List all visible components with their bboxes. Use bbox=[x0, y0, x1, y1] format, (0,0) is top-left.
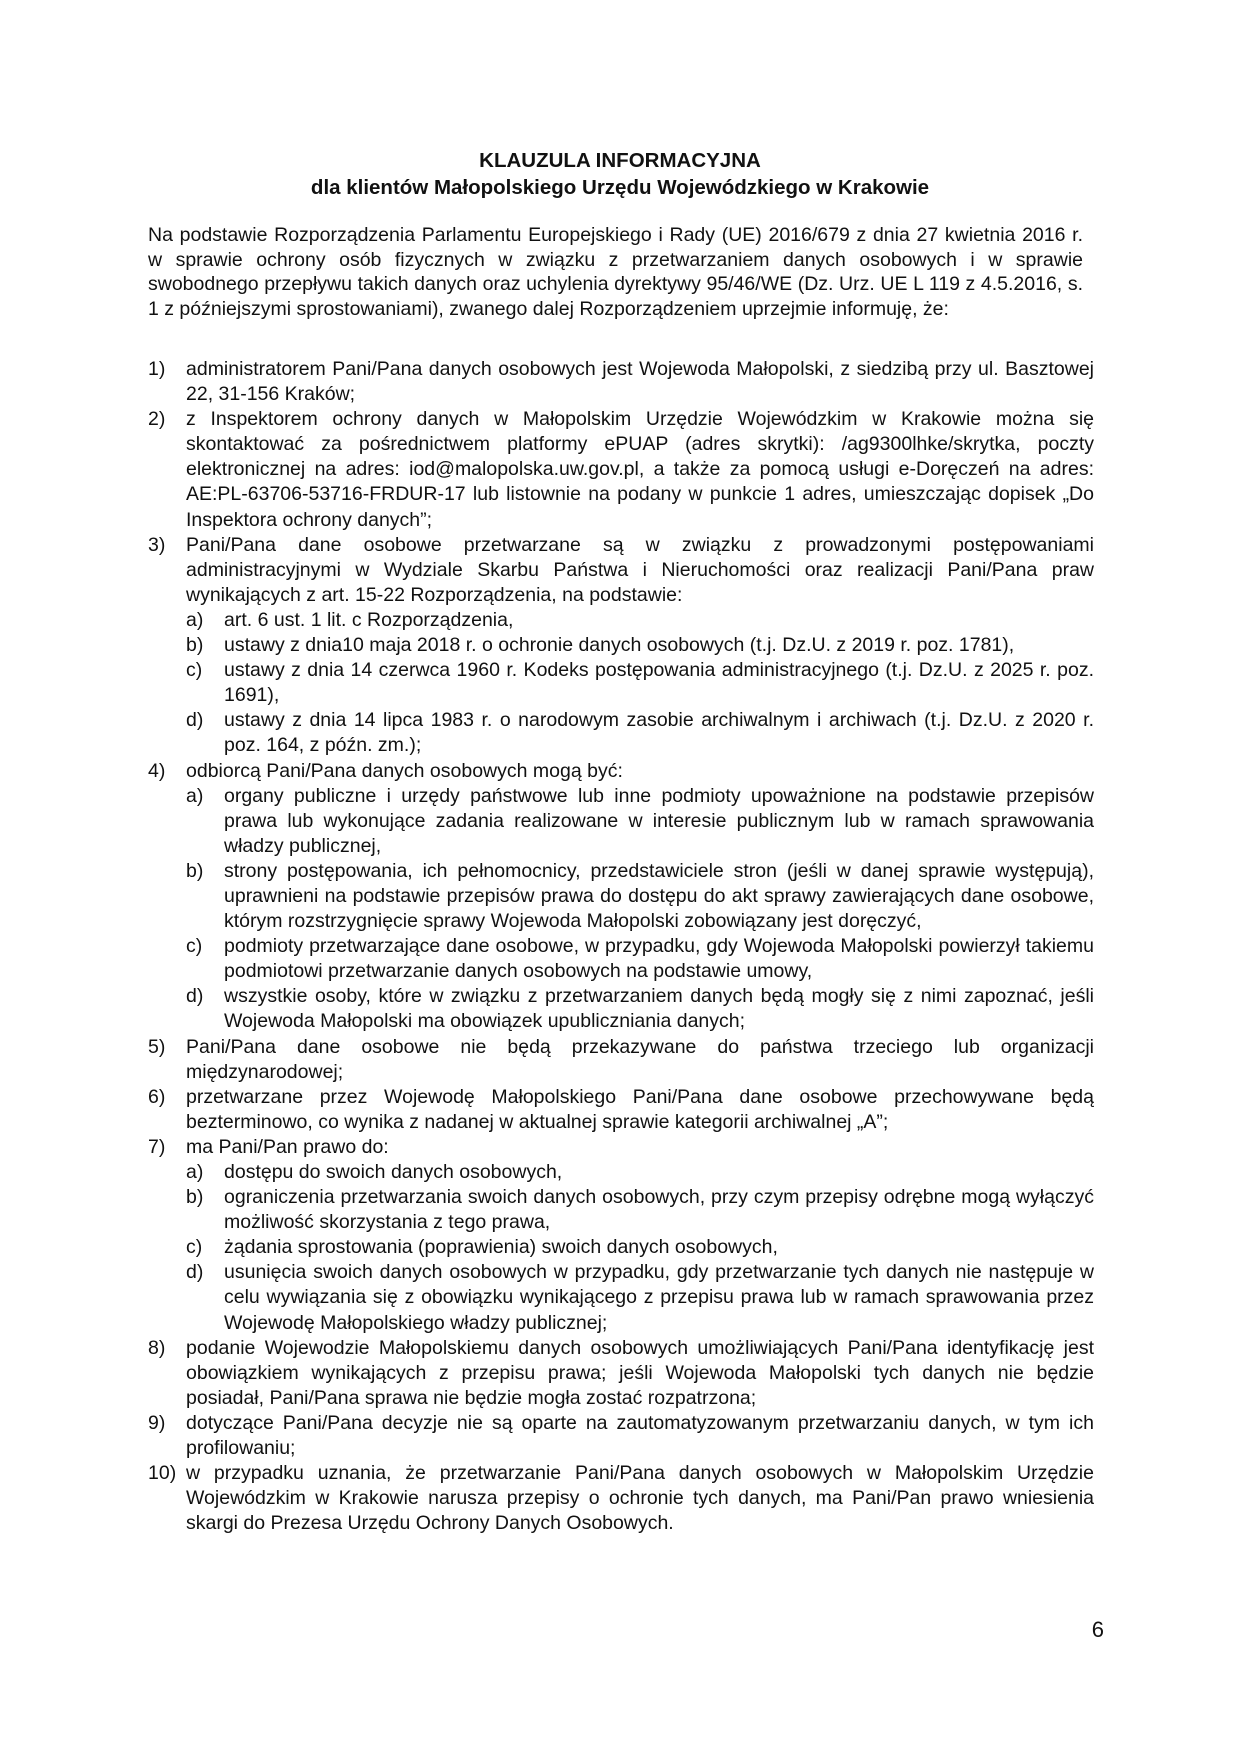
sub-item-text: wszystkie osoby, które w związku z przetwarzaniem danych będą mogły się z nimi zapoznać, jeśli Wojewoda Małopolski ma obowiązek upubliczniania danych; bbox=[224, 985, 1094, 1033]
list-item-body bbox=[186, 1085, 1094, 1135]
sub-item-letter: c) bbox=[186, 659, 203, 682]
list-item bbox=[148, 533, 1094, 759]
sub-list-item bbox=[186, 1260, 1094, 1335]
sub-list-item bbox=[186, 859, 1094, 934]
list-item-number: 6) bbox=[148, 1085, 166, 1108]
sub-item-text: ustawy z dnia10 maja 2018 r. o ochronie danych osobowych (t.j. Dz.U. z 2019 r. poz. 1781), bbox=[224, 634, 1015, 657]
sub-item-letter: d) bbox=[186, 1261, 204, 1284]
list-item-number: 2) bbox=[148, 408, 166, 431]
list-item-text: przetwarzane przez Wojewodę Małopolskiego Pani/Pana dane osobowe przechowywane będą bezterminowo, co wynika z nadanej w aktualnej sprawie kategorii archiwalnej „A”; bbox=[186, 1085, 1094, 1133]
sub-list-item bbox=[186, 658, 1094, 708]
sub-list-item bbox=[186, 708, 1094, 758]
sub-item-text: żądania sprostowania (poprawienia) swoich danych osobowych, bbox=[224, 1236, 778, 1259]
list-item bbox=[148, 1135, 1094, 1336]
sub-item-letter: a) bbox=[186, 1161, 204, 1183]
list-item-text: w przypadku uznania, że przetwarzanie Pani/Pana danych osobowych w Małopolskim Urzędzie Wojewódzkim w Krakowie narusza przepisy o ochronie tych danych, ma Pani/Pan prawo wniesienia skargi do Prezesa Urzędu Ochrony Danych Osobowych. bbox=[186, 1462, 1094, 1535]
sub-item-text: ograniczenia przetwarzania swoich danych osobowych, przy czym przepisy odrębne mogą wyłączyć możliwość skorzystania z tego prawa, bbox=[224, 1186, 1094, 1234]
sub-list bbox=[186, 1160, 1094, 1336]
sub-item-letter: c) bbox=[186, 935, 203, 958]
list-item-number: 7) bbox=[148, 1135, 166, 1158]
list-item-body bbox=[186, 1035, 1094, 1085]
list-item bbox=[148, 1085, 1094, 1135]
sub-item-letter: c) bbox=[186, 1236, 203, 1259]
sub-list-item bbox=[186, 934, 1094, 984]
sub-item-text: strony postępowania, ich pełnomocnicy, przedstawiciele stron (jeśli w danej sprawie występują), uprawnieni na podstawie przepisów prawa do dostępu do akt sprawy zawierających dane osobowe, którym rozstrzygnięcie sprawy Wojewoda Małopolski zobowiązany jest doręczyć, bbox=[224, 859, 1094, 933]
list-item bbox=[148, 759, 1094, 1035]
list-item-body bbox=[186, 1461, 1094, 1536]
sub-item-letter: a) bbox=[186, 608, 204, 631]
sub-item-text: organy publiczne i urzędy państwowe lub inne podmioty upoważnione na podstawie przepisów prawa lub wykonujące zadania realizowane w interesie publicznym lub w ramach sprawowania władzy publicznej, bbox=[224, 784, 1094, 857]
list-item-text: podanie Wojewodzie Małopolskiemu danych osobowych umożliwiających Pani/Pana identyfikację jest obowiązkiem wynikających z przepisu prawa; jeśli Wojewoda Małopolski tych danych nie będzie posiadał, Pani/Pana sprawa nie będzie mogła zostać rozpatrzona; bbox=[186, 1336, 1094, 1409]
list-item-number: 1) bbox=[148, 358, 166, 380]
sub-list-item bbox=[186, 984, 1094, 1034]
list-item-body bbox=[186, 1336, 1094, 1411]
sub-item-text: usunięcia swoich danych osobowych w przypadku, gdy przetwarzanie tych danych nie następuje w celu wywiązania się z obowiązku wynikającego z przepisu prawa lub w ramach sprawowania przez Wojewodę Małopolskiego władzy publicznej; bbox=[224, 1261, 1094, 1334]
sub-list bbox=[186, 608, 1094, 759]
sub-list-item bbox=[186, 1160, 1094, 1185]
sub-item-letter: b) bbox=[186, 634, 204, 657]
sub-list-item bbox=[186, 633, 1094, 658]
list-item-body bbox=[186, 1411, 1094, 1461]
sub-list bbox=[186, 784, 1094, 1035]
information-list bbox=[148, 357, 1094, 1536]
list-item bbox=[148, 357, 1094, 407]
page-number: 6 bbox=[1091, 1617, 1104, 1642]
sub-item-text: dostępu do swoich danych osobowych, bbox=[224, 1161, 563, 1183]
list-item-number: 4) bbox=[148, 759, 166, 782]
list-item-number: 5) bbox=[148, 1035, 166, 1058]
sub-list-item bbox=[186, 784, 1094, 859]
list-item-number: 9) bbox=[148, 1411, 166, 1434]
list-item-text: dotyczące Pani/Pana decyzje nie są oparte na zautomatyzowanym przetwarzaniu danych, w tym ich profilowaniu; bbox=[186, 1411, 1094, 1460]
sub-list-item bbox=[186, 1185, 1094, 1235]
list-item-text: odbiorcą Pani/Pana danych osobowych mogą być: bbox=[186, 759, 623, 782]
sub-item-text: ustawy z dnia 14 lipca 1983 r. o narodowym zasobie archiwalnym i archiwach (t.j. Dz.U. z 2020 r. poz. 164, z późn. zm.); bbox=[224, 709, 1094, 757]
list-item bbox=[148, 407, 1094, 532]
list-item-body bbox=[186, 407, 1094, 532]
list-item-number: 3) bbox=[148, 533, 166, 556]
list-item-text: ma Pani/Pan prawo do: bbox=[186, 1135, 389, 1158]
intro-paragraph: Na podstawie Rozporządzenia Parlamentu Europejskiego i Rady (UE) 2016/679 z dnia 27 kwietnia 2016 r. w sprawie ochrony osób fizycznych w związku z przetwarzaniem danych osobowych i w sprawie swobodnego przepływu takich danych oraz uchylenia dyrektywy 95/46/WE (Dz. Urz. UE L 119 z 4.5.2016, s. 1 z późniejszymi sprostowaniami), zwanego dalej Rozporządzeniem uprzejmie informuję, że: bbox=[148, 224, 1083, 321]
sub-item-letter: a) bbox=[186, 784, 204, 807]
sub-item-letter: d) bbox=[186, 985, 204, 1008]
list-item-text: z Inspektorem ochrony danych w Małopolskim Urzędzie Wojewódzkim w Krakowie można się skontaktować za pośrednictwem platformy ePUAP (adres skrytki): /ag9300lhke/skrytka, poczty elektronicznej na adres: iod@malopolska.uw.gov.pl, a także za pomocą usługi e-Doręczeń na adres: AE:PL-63706-53716-FRDUR-17 lub listownie na podany w punkcie 1 adres, umieszczając dopisek „Do Inspektora ochrony danych”; bbox=[186, 408, 1094, 531]
list-item-number: 10) bbox=[148, 1462, 177, 1485]
list-item-text: Pani/Pana dane osobowe przetwarzane są w związku z prowadzonymi postępowaniami administracyjnymi w Wydziale Skarbu Państwa i Nieruchomości oraz realizacji Pani/Pana praw wynikających z art. 15-22 Rozporządzenia, na podstawie: bbox=[186, 533, 1094, 606]
list-item-body bbox=[186, 533, 1094, 759]
document-title: KLAUZULA INFORMACYJNA bbox=[479, 149, 761, 172]
list-item bbox=[148, 1035, 1094, 1085]
sub-item-text: podmioty przetwarzające dane osobowe, w przypadku, gdy Wojewoda Małopolski powierzył takiemu podmiotowi przetwarzanie danych osobowych na podstawie umowy, bbox=[224, 935, 1094, 983]
sub-item-letter: b) bbox=[186, 1186, 204, 1209]
sub-list-item bbox=[186, 1235, 1094, 1260]
list-item-text: administratorem Pani/Pana danych osobowych jest Wojewoda Małopolski, z siedzibą przy ul. Basztowej 22, 31-156 Kraków; bbox=[186, 358, 1094, 406]
list-item-body bbox=[186, 357, 1094, 407]
document-subtitle: dla klientów Małopolskiego Urzędu Wojewódzkiego w Krakowie bbox=[310, 176, 930, 199]
list-item bbox=[148, 1336, 1094, 1411]
sub-item-letter: b) bbox=[186, 859, 204, 882]
list-item bbox=[148, 1461, 1094, 1536]
list-item-text: Pani/Pana dane osobowe nie będą przekazywane do państwa trzeciego lub organizacji międzynarodowej; bbox=[186, 1035, 1094, 1083]
sub-item-letter: d) bbox=[186, 709, 204, 732]
sub-list-item bbox=[186, 608, 1094, 633]
list-item-number: 8) bbox=[148, 1336, 166, 1359]
sub-item-text: ustawy z dnia 14 czerwca 1960 r. Kodeks postępowania administracyjnego (t.j. Dz.U. z 2025 r. poz. 1691), bbox=[224, 659, 1094, 707]
sub-item-text: art. 6 ust. 1 lit. c Rozporządzenia, bbox=[224, 608, 514, 631]
list-item-body bbox=[186, 1135, 1094, 1336]
list-item-body bbox=[186, 759, 1094, 1035]
list-item bbox=[148, 1411, 1094, 1461]
